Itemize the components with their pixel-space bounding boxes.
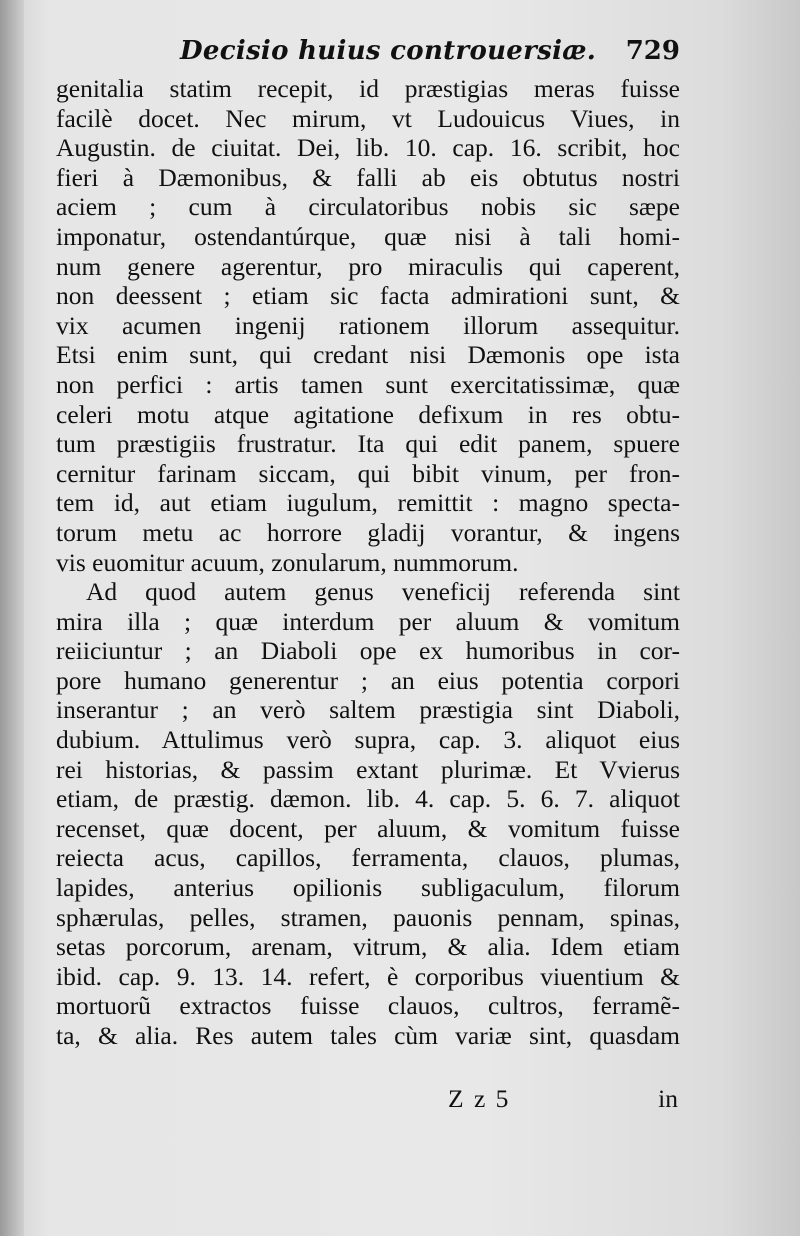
text-line: recenset, quæ docent, per aluum, & vomitum fuisse: [56, 813, 680, 843]
text-line: sphærulas, pelles, stramen, pauonis pennam, spinas,: [56, 902, 680, 932]
text-line: celeri motu atque agitatione defixum in res obtu-: [56, 399, 680, 429]
text-line: Etsi enim sunt, qui credant nisi Dæmonis ope ista: [56, 340, 680, 370]
text-line: vix acumen ingenij rationem illorum assequitur.: [56, 310, 680, 340]
text-line: lapides, anterius opilionis subligaculum, filorum: [56, 873, 680, 903]
text-line: inserantur ; an verò saltem præstigia sint Diaboli,: [56, 695, 680, 725]
signature-mark: Z z 5: [448, 1084, 511, 1113]
text-line: num genere agerentur, pro miraculis qui caperent,: [56, 251, 680, 281]
text-line: tem id, aut etiam iugulum, remittit : magno specta-: [56, 488, 680, 518]
page-header: [60, 36, 680, 76]
text-line: aciem ; cum à circulatoribus nobis sic sæpe: [56, 192, 680, 222]
text-line: etiam, de præstig. dæmon. lib. 4. cap. 5. 6. 7. aliquot: [56, 784, 680, 814]
page-gutter-shadow: [0, 0, 24, 1236]
text-line: cernitur farinam siccam, qui bibit vinum, per fron-: [56, 458, 680, 488]
page-footer: [56, 1084, 680, 1118]
catchword: in: [658, 1084, 678, 1113]
text-line: pore humano generentur ; an eius potentia corpori: [56, 665, 680, 695]
text-line: dubium. Attulimus verò supra, cap. 3. aliquot eius: [56, 725, 680, 755]
text-line: non deessent ; etiam sic facta admirationi sunt, &: [56, 281, 680, 311]
text-line: Augustin. de ciuitat. Dei, lib. 10. cap. 16. scribit, hoc: [56, 133, 680, 163]
text-line: mortuorũ extractos fuisse clauos, cultros, ferramẽ-: [56, 991, 680, 1021]
running-head: Decisio huius controuersiæ.: [180, 36, 597, 66]
text-line: non perfici : artis tamen sunt exercitatissimæ, quæ: [56, 369, 680, 399]
text-line: ta, & alia. Res autem tales cùm variæ sint, quasdam: [56, 1021, 680, 1050]
text-line: reiiciuntur ; an Diaboli ope ex humoribus in cor-: [56, 636, 680, 666]
paragraph-start-line: Ad quod autem genus veneficij referenda sint: [86, 577, 680, 607]
text-line: reiecta acus, capillos, ferramenta, clauos, plumas,: [56, 843, 680, 873]
text-line: facilè docet. Nec mirum, vt Ludouicus Viues, in: [56, 103, 680, 133]
text-line: mira illa ; quæ interdum per aluum & vomitum: [56, 606, 680, 636]
text-line: setas porcorum, arenam, vitrum, & alia. Idem etiam: [56, 932, 680, 962]
text-line: rei historias, & passim extant plurimæ. Et Vvierus: [56, 754, 680, 784]
text-line: fieri à Dæmonibus, & falli ab eis obtutus nostri: [56, 162, 680, 192]
text-line: genitalia statim recepit, id præstigias meras fuisse: [56, 74, 680, 103]
text-line: vis euomitur acuum, zonularum, nummorum.: [56, 547, 519, 577]
text-line: ibid. cap. 9. 13. 14. refert, è corporibus viuentium &: [56, 961, 680, 991]
text-line: tum præstigiis frustratur. Ita qui edit panem, spuere: [56, 429, 680, 459]
text-line: torum metu ac horrore gladij vorantur, & ingens: [56, 517, 680, 547]
body-text: [56, 74, 680, 1051]
text-line: imponatur, ostendantúrque, quæ nisi à tali homi-: [56, 221, 680, 251]
page-number: 729: [625, 36, 680, 66]
